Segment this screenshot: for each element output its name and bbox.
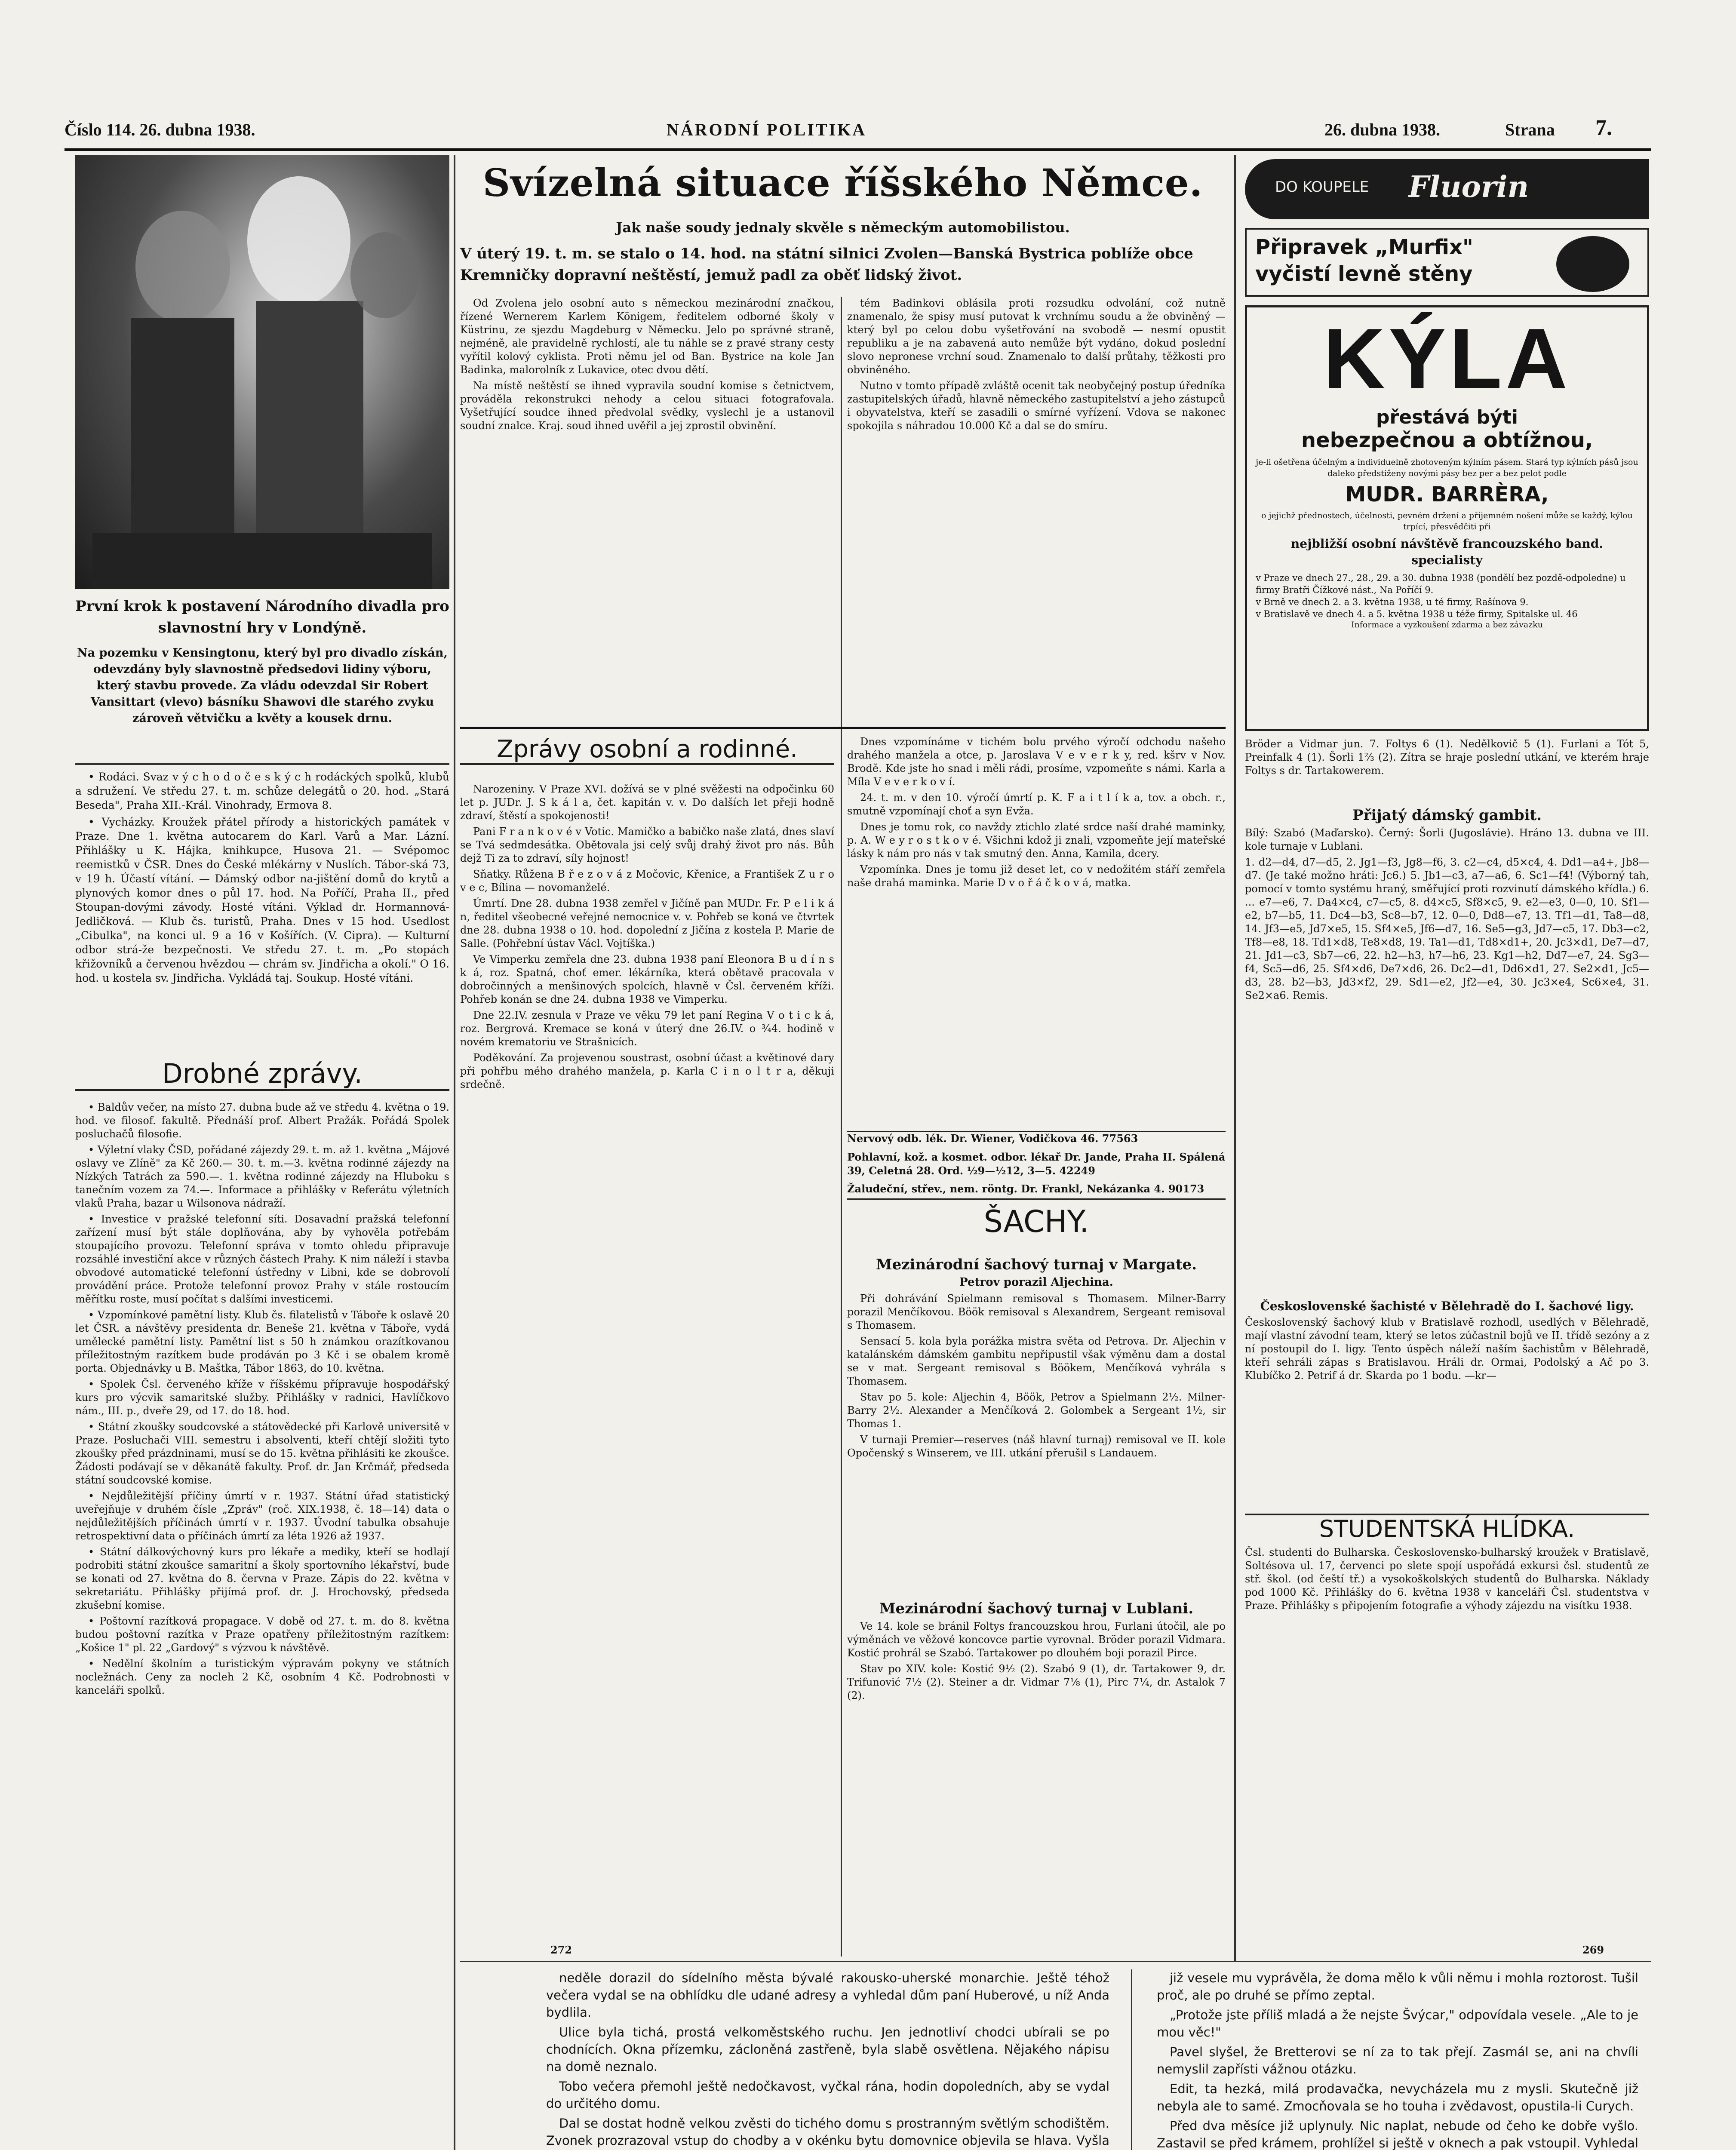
lublani-text <box>847 1620 1226 1702</box>
left-rule-1 <box>75 763 449 765</box>
brno-line: v Brně ve dnech 2. a 3. května 1938, u té firmy, Rašínova 9. <box>1256 597 1529 607</box>
zpravy-item: Sňatky. Růžena B ř e z o v á z Močovic, Křenice, a František Z u r o v e c, Bílina — novomanželé. <box>460 868 834 894</box>
ad-dermatologist: Pohlavní, kož. a kosmet. odbor. lékař Dr. Jande, Praha II. Spálená 39, Celetná 28. Ord. ½9—½12, 3—5. 42249 <box>847 1151 1226 1177</box>
margate-title: Mezinárodní šachový turnaj v Margate. <box>876 1256 1197 1273</box>
article-paragraph: tém Badinkovi oblásila proti rozsudku odvolání, což nutně znamenalo, že spisy musí putovat k vrchnímu soudu a že obviněný — který byl po celou dobu vyšetřování na svobodě — nesmí opustit republiku a je na zabavená auto nemůže být vydáno, dokud poslední slovo nepronese vrchní soud. Znamenalo to další průtahy, těžkosti pro obviněného. <box>847 297 1226 376</box>
praha-line: v Praze ve dnech 27., 28., 29. a 30. dubna 1938 (pondělí bez pozdě-odpoledne) u firmy Bratři Čížkové nást., Na Poříčí 9. <box>1256 573 1626 595</box>
issue-number: Číslo 114. 26. dubna 1938. <box>65 120 255 139</box>
masthead: NÁRODNÍ POLITIKA <box>667 120 867 139</box>
news-item: • Nejdůležitější příčiny úmrtí v r. 1937. Státní úřad statistický uveřejňuje v druhém čísle „Zpráv" (roč. XIX.1938, č. 18—14) data o nejdůležitějších příčinách úmrtí v r. 1937. Úvodní tabulka obsahuje retrospektivní data o příčinách úmrtí za léta 1926 až 1937. <box>75 1490 449 1542</box>
zpravy-item: Dne 22.IV. zesnula v Praze ve věku 79 let paní Regina V o t i c k á, roz. Bergrová. Kremace se koná v úterý dne 26.IV. o ¾4. hodině v novém krematoriu ve Strašnicích. <box>460 1009 834 1048</box>
gambit-moves: 1. d2—d4, d7—d5, 2. Jg1—f3, Jg8—f6, 3. c2—c4, d5×c4, 4. Dd1—a4+, Jb8—d7. (Je také možno hráti: Jc6.) 5. Jb1—c3, a7—a6, 6. Sc1—f4! (Výborný tah, pomocí v tomto systému hraný, směřující proti rozvinutí dámského křídla.) 6. ... e7—e6, 7. Da4×c4, c7—c5, 8. d4×c5, Sf8×c5, 9. e2—e3, 0—0, 10. Sf1—e2, b7—b5, 11. Dc4—b3, Sc8—b7, 12. 0—0, Dd8—e7, 13. Tf1—d1, Ta8—d8, 14. Jf3—e5, Jd7×e5, 15. Sf4×e5, Jf6—d7, 16. Se5—g3, Jd7—c5, 17. Db3—c2, Tf8—e8, 18. Td1×d8, Te8×d8, 19. Ta1—d1, Td8×d1+, 20. Jc3×d1, De7—d7, 21. Jd1—c3, Sb7—c6, 22. h2—h3, h7—h6, 23. Kg1—h2, Dd7—e7, 24. Sg3—f4, Sc5—d6, 25. Sf4×d6, De7×d6, 26. Dc2—d1, Dd6×d1, 27. Se2×d1, Jc5—d3, 28. b2—b3, Jd3×f2, 29. Sd1—e2, Jf2—e4, 30. Jc3×e4, Sc6×e4, 31. Se2×a6. Remis. <box>1245 856 1649 1001</box>
drobne-news <box>75 1101 449 2146</box>
novel-paragraph: Před dva měsíce již uplynuly. Nic naplat, nebude od čeho ke dobře vyšlo. Zastavil se před krámem, prohlížel si ještě v oknech a pak vstoupil. Vyhledal <box>1157 2119 1638 2150</box>
ad-neurologist: Nervový odb. lék. Dr. Wiener, Vodičkova 46. 77563 <box>847 1131 1226 1148</box>
margate-text <box>847 1292 1226 1460</box>
specialist-line: nejbližší osobní návštěvě francouzského band. specialisty <box>1290 537 1604 567</box>
novel-paragraph: Ulice byla tichá, prostá velkoměstského ruchu. Jen jednotliví chodci ubírali se po chodnících. Okna přízemku, zácloněná zastřeně, byla slabě osvětlena. Nějakého nápisu na domě neznalo. <box>546 2025 1109 2074</box>
chess-paragraph: Při dohrávání Spielmann remisoval s Thomasem. Milner-Barry porazil Menčíkovou. Böök remisoval s Alexandrem, Sergeant remisoval s Thomasem. <box>847 1293 1226 1331</box>
novel-top-rule <box>460 1961 1651 1962</box>
fluorin-brand: Fluorin <box>1408 170 1529 204</box>
column-divider-2 <box>841 735 842 1956</box>
news-item: • Investice v pražské telefonní síti. Dosavadní pražská telefonní zařízení musí být stále doplňována, aby by vyhověla potřebám stoupajícího provozu. Telefonní správa v tomto ohledu připravuje rozsáhlé investiční akce v různých částech Prahy. K nim náleží i stavba obvodové automatické telefonní ústředny v Libni, kde se dobrovolí provádění práce. Protože telefonní provoz Prahy v stále rostoucím měřítku roste, musí počítat s dalšími investicemi. <box>75 1213 449 1305</box>
barrere-name: MUDR. BARRÈRA, <box>1345 482 1549 507</box>
gambit-section <box>1245 804 1649 1294</box>
ad-gastro: Žaludeční, střev., nem. röntg. Dr. Frankl, Nekázanka 4. 90173 <box>847 1182 1226 1200</box>
novel-paragraph: Dal se dostat hodně velkou zvěsti do tichého domu s prostranným světlým schodištěm. Zvonek prozrazoval vstup do chodby a v okénku bytu domovnice objevila se hlava. Vyšla <box>546 2116 1109 2148</box>
novel-paragraph: Edit, ta hezká, milá prodavačka, nevycházela mu z mysli. Skutečně již nebyla ale to samé. Zmocňovala se ho touha i zvědavost, opustila-li Curych. <box>1157 2082 1638 2113</box>
notice-paragraph: • Vycházky. Kroužek přátel přírody a historických památek v Praze. Dne 1. května autocarem do Karl. Varů a Mar. Lázní. Přihlášky u K. Hájka, knihkupce, Husova 21. — Svépomoc reemistků v ČSR. Dnes do České mlékárny v Nuslích. Tábor-ská 73, v 19 h. Účastí vítání. — Dámský odbor na-jištění domů do krytů a plynových komor dnes o půl 17. hod. Na Poříčí, Praha II., před Stoupan-dovými závody. Hosté vítáni. Výklad dr. Hormannová-Jedličková. — Klub čs. turistů, Praha. Dnes v 15 hod. Usedlost „Cibulka", na konci ul. 9 a 16 v Košířích. (V. Cipra). — Kulturní odbor strá-že bezpečnosti. Ve středu 27. t. m. „Po stopách křižovníků a červenou hvězdou — chrám sv. Jindřicha a okolí." O 16. hod. u kostela sv. Jindřicha. Vykládá taj. Soukup. Hosté vítáni. <box>75 816 449 984</box>
novel-paragraph: „Protože jste příliš mladá a že nejste Švýcar," odpovídala vesele. „Ale to je mou věc!" <box>1157 2008 1638 2039</box>
gambit-title: Přijatý dámský gambit. <box>1352 807 1542 824</box>
hlidka-title: STUDENTSKÁ HLÍDKA. <box>1245 1514 1649 1542</box>
news-item: • Poštovní razítková propagace. V době od 27. t. m. do 8. května budou poštovní razítka v Praze opatřeny příležitostným razítkem: „Košice 1" pl. 22 „Gardový" s výzvou k návštěvě. <box>75 1615 449 1654</box>
photo-figures-illustration <box>75 155 449 589</box>
photo-caption-text: Na pozemku v Kensingtonu, který byl pro divadlo získán, odevzdány byly slavnostně předsedovi lidiny výboru, který stavbu provede. Za vládu odevzdal Sir Robert Vansittart (vlevo) básníku Shawovi dle starého zvyku zároveň větvičku a květy a kousek drnu. <box>77 646 448 725</box>
zpravy-item: Poděkování. Za projevenou soustrast, osobní účast a květinové dary při pohřbu mého drahého manžela, p. Karla C i n o l t r a, děkuji srdečně. <box>460 1052 834 1090</box>
column-divider-3 <box>1234 155 1236 1961</box>
page-label: Strana <box>1505 120 1555 139</box>
lublani-title: Mezinárodní šachový turnaj v Lublani. <box>879 1600 1194 1617</box>
kyla-sub1: přestává býti <box>1376 406 1518 428</box>
drobne-heading <box>75 1058 449 1096</box>
news-item: • Státní zkoušky soudcovské a státovědecké při Karlově universitě v Praze. Posluchači VIII. semestru i absolventi, kteří chtějí složiti tyto zkoušky před prázdninami, musí se do 15. května přihlásiti ke zkoušce. Žádosti podávají se v děkanátě fakulty. Prof. dr. Jan Krčmář, předseda státní soudcovské komise. <box>75 1421 449 1486</box>
ad-kyla <box>1245 305 1649 731</box>
header-rule <box>65 148 1651 151</box>
news-item: • Vzpomínkové pamětní listy. Klub čs. filatelistů v Táboře k oslavě 20 let ČSR. a návštěvy presidenta dr. Beneše 21. května v Táboře, vydá umělecké pamětní listy. Pamětní list s 50 h známkou orazítkovanou příležitostným razítkem bude prodáván po 3 Kč i se obalem kromě porta. Objednávky u B. Maštka, Tábor 1863, do 10. května. <box>75 1309 449 1374</box>
zpravy-item: Úmrtí. Dne 28. dubna 1938 zemřel v Jičíně pan MUDr. Fr. P e l i k á n, ředitel všeobecné veřejné nemocnice v. v. Pohřeb se koná ve čtvrtek dne 28. dubna 1938 o 10. hod. dopolední z Jičína z kostela P. Marie de Salle. (Pohřební ústav Václ. Vojtíška.) <box>460 897 834 949</box>
date-right: 26. dubna 1938. <box>1324 120 1440 139</box>
chess-paragraph: Stav po XIV. kole: Kostić 9½ (2). Szabó 9 (1), dr. Tartakower 9, dr. Trifunović 7½ (2). Steiner a dr. Vidmar 7⅛ (1), Pirc 7¼, dr. Astalok 7 (2). <box>847 1663 1226 1702</box>
murfix-logo-icon <box>1556 236 1629 292</box>
article-paragraph: Od Zvolena jelo osobní auto s německou mezinárodní značkou, řízené Wernerem Karlem Königem, ředitelem odborné školy v Küstrinu, ze sjezdu Magdeburg v Německu. Jelo po správné straně, nejméně, ale pravidelně rychlostí, ale tu náhle se z pravé strany cesty vyřítil kolový cyklista. Proti němu jel od Ban. Bystrice na kole Jan Badinka, malorolník z Lukavice, otec dvou dětí. <box>460 297 834 376</box>
main-article-title: Svízelná situace říšského Němce. <box>482 160 1203 205</box>
main-article-subtitle: Jak naše soudy jednaly skvěle s německým automobilistou. <box>616 219 1070 236</box>
novel-page-left: 272 <box>550 1944 572 1956</box>
article-paragraph: Na místě neštěstí se ihned vypravila soudní komise s četnictvem, prováděla rekonstrukci nehody a celou situaci fotografovala. Vyšetřující soudce ihned předvolal svědky, vyslechl je a ustanovil soudní znalce. Kraj. soud ihned uvěřil a jej zprostil obvinění. <box>460 380 834 432</box>
drobne-title: Drobné zprávy. <box>75 1058 449 1091</box>
zpravy-heading <box>460 735 834 778</box>
chess-paragraph: Stav po 5. kole: Aljechin 4, Böök, Petrov a Spielmann 2½. Milner-Barry 2½. Alexander a Menčíková 2. Golombek a Sergeant 1½, sir Thomas 1. <box>847 1391 1226 1430</box>
news-photo <box>75 155 449 589</box>
zpravy-item: Dnes vzpomínáme v tichém bolu prvého výročí odchodu našeho drahého manžela a otce, p. Jaroslava V e v e r k y, red. kšrv v Nov. Brodě. Kde jste ho snad i měli rádi, prosíme, vzpomeňte s námi. Karla a Míla V e v e r k o v í. <box>847 736 1226 788</box>
news-item: • Státní dálkovýchovný kurs pro lékaře a mediky, kteří se hodlají podrobiti státní zkoušce samaritní a školy sportovního lékařství, bude se konati od 27. května do 8. června v Praze. Zápis do 22. května v sekretariátu. Přihlášky přijímá prof. dr. J. Hrochovský, předseda zkušební komise. <box>75 1546 449 1611</box>
zpravy-item: Narozeniny. V Praze XVI. dožívá se v plné svěžesti na odpočinku 60 let p. JUDr. J. S k á l a, čet. kapitán v. v. Do dalších let přeji hodně zdraví, štěstí a spokojenosti! <box>460 783 834 822</box>
news-item: • Výletní vlaky ČSD, pořádané zájezdy 29. t. m. až 1. května „Májové oslavy ve Zlíně" za Kč 260.— 30. t. m.—3. května rodinné zájezdy na Nízkých Tatrách za 590.—. 1. května rodinné zájezdy na Hluboku s tanečním vozem za 74.—. Informace a přihlášky v Referátu výletních vlaků Praha, bazar u Wilsonova nádraží. <box>75 1144 449 1209</box>
sachy-heading <box>847 1204 1226 1251</box>
zpravy-item: Dnes je tomu rok, co navždy ztichlo zlaté srdce naší drahé maminky, p. A. W e y r o s t k o v é. Všichni kdož ji znali, vzpomeňte její mateřské lásky k nám pro nás v tak smutný den. Anna, Kamila, dcery. <box>847 821 1226 860</box>
photo-caption-title: První krok k postavení Národního divadla pro slavnostní hry v Londýně. <box>75 598 449 636</box>
sachy-title: ŠACHY. <box>983 1204 1089 1239</box>
sachy-margate <box>847 1253 1226 1597</box>
zpravy-col2 <box>847 735 1226 1127</box>
cesko-section <box>1245 1296 1649 1511</box>
novel-paragraph: neděle dorazil do sídelního města bývalé rakousko-uherské monarchie. Ještě téhož večera vydal se na obhlídku dle udané adresy a vyhledal dům paní Huberové, u níž Anda bydlila. <box>546 1971 1109 2020</box>
murfix-text: Připravek „Murfix" vyčistí levně stěny <box>1255 235 1473 286</box>
hlidka-section <box>1245 1514 1649 1720</box>
news-item: • Baldův večer, na místo 27. dubna bude až ve středu 4. května o 19. hod. ve filosof. fakultě. Přednáší prof. Albert Pražák. Pořádá Spolek posluchačů filosofie. <box>75 1101 449 1140</box>
novel-divider <box>1131 1969 1132 2150</box>
column-divider-1 <box>454 155 455 2150</box>
bratislava-line: v Bratislavě ve dnech 4. a 5. května 1938 u téže firmy, Spitalske ul. 46 <box>1256 609 1578 619</box>
chess-paragraph: Ve 14. kole se bránil Foltys francouzskou hrou, Furlani útočil, ale po výměnách ve věžové koncovce partie vyrovnal. Bröder porazil Vidmara. Kostić prohrál se Szabó. Tartakower po dlouhém boji porazil Pirce. <box>847 1620 1226 1659</box>
fluorin-prefix: DO KOUPELE <box>1275 178 1369 196</box>
main-article-lead: V úterý 19. t. m. se stalo o 14. hod. na státní silnici Zvolen—Banská Bystrica poblíže obce Kremničky dopravní neštěstí, jemuž padl za oběť lidský život. <box>460 245 1193 284</box>
page-number: 7. <box>1595 116 1612 140</box>
barrere-small: o jejichž přednostech, účelnosti, pevném držení a příjemném nošení může se každý, kýlou trpící, přesvědčiti při <box>1261 511 1633 531</box>
novel-col1 <box>546 1969 1109 2150</box>
right-col-chess-standings: Bröder a Vidmar jun. 7. Foltys 6 (1). Nedělkovič 5 (1). Furlani a Tót 5, Preinfalk 4 (1). Šorli 1⅔ (2). Zítra se hraje poslední utkání, ve kterém hraje Foltys s dr. Tartakowerem. <box>1245 738 1649 777</box>
chess-paragraph: Sensací 5. kola byla porážka mistra světa od Petrova. Dr. Aljechin v katalánském dámském gambitu nepřipustil však výměnu dam a dostal se v mat. Sergeant remisoval s Böökem, Menčíková vyhrála s Thomasem. <box>847 1335 1226 1387</box>
article-bottom-rule <box>460 727 1226 729</box>
novel-paragraph: již vesele mu vyprávěla, že doma mělo k vůli němu i mohla roztorost. Tušil proč, ale po druhé se přímo zeptal. <box>1157 1971 1638 2003</box>
cesko-text: Československý šachový klub v Bratislavě rozhodl, usedlých v Bělehradě, mají vlastní závodní team, který se letos zúčastnil bojů ve II. třídě sezóny a z ní postoupil do I. ligy. Tento úspěch náleží naším šachistům v Bělehradě, kteří sehráli zápas s Bratislavou. Hráli dr. Ormai, Podolský a Ač po 3. Klubíčko 2. Petrif á dr. Skarda po 1 bodu. —kr— <box>1245 1316 1649 1382</box>
news-item: • Nedělní školním a turistickým výpravám pokyny ve státních nocležnách. Ceny za nocleh 2 Kč, osobním 4 Kč. Podrobnosti v kanceláři spolků. <box>75 1658 449 1696</box>
article-paragraph: Nutno v tomto případě zvláště ocenit tak neobyčejný postup úředníka zastupitelských úřadů, hlavně německého zastupitelství a jeho zástupců i obyvatelstva, kteří se zasadili o smírné vyřízení. Vdova se nakonec spokojila s náhradou 10.000 Kč a dal se do smíru. <box>847 380 1226 432</box>
ad-fluorin <box>1245 159 1649 219</box>
cesko-title: Československé šachisté v Bělehradě do I. šachové ligy. <box>1260 1299 1634 1313</box>
zpravy-title: Zprávy osobní a rodinné. <box>460 735 834 765</box>
novel-page-right: 269 <box>1582 1944 1604 1956</box>
hlidka-text: Čsl. studenti do Bulharska. Československo-bulharský kroužek v Bratislavě, Soltésova ul. 17, červenci po slete spojí uspořádá exkursi čsl. studentů ze stř. škol. (od čeští tř.) a vysokoškolských studentů do Bulharska. Náklady pod 1000 Kč. Přihlášky do 6. května 1938 v kanceláři Čsl. studentstva v Praze. Přihlášky s připojením fotografie a výhody zájezdu na visítku 1938. <box>1245 1546 1649 1612</box>
zpravy-item: Ve Vimperku zemřela dne 23. dubna 1938 paní Eleonora B u d í n s k á, roz. Spatná, choť emer. lékárníka, která obětavě pracovala v dobročinných a menšinových spolcích, hlavně v Čsl. červeném kříži. Pohřeb konán se dne 24. dubna 1938 ve Vimperku. <box>460 953 834 1005</box>
left-column-notices <box>75 770 449 1054</box>
zpravy-item: Vzpomínka. Dnes je tomu již deset let, co v nedožitém stáří zemřela naše drahá maminka. Marie D v o ř á č k o v á, matka. <box>847 863 1226 889</box>
novel-paragraph: Tobo večera přemohl ještě nedočkavost, vyčkal rána, hodin dopoledních, aby se vydal do určitého domu. <box>546 2079 1109 2111</box>
gambit-players: Bílý: Szabó (Maďarsko). Černý: Šorli (Jugoslávie). Hráno 13. dubna ve III. kole turnaje v Lublani. <box>1245 827 1649 852</box>
novel-col2 <box>1157 1969 1638 2150</box>
margate-subtitle: Petrov porazil Aljechina. <box>959 1276 1113 1289</box>
zpravy-item: Pani F r a n k o v é v Votic. Mamičko a babičko naše zlatá, dnes slaví se Tvá sedmdesátka. Obětovala jsi celý svůj drahý život pro nás. Bůh dejž Ti za to zdraví, síly hojnost! <box>460 826 834 864</box>
ad-murfix <box>1245 228 1649 297</box>
notice-paragraph: • Rodáci. Svaz v ý c h o d o č e s k ý c h rodáckých spolků, klubů a sdružení. Ve středu 27. t. m. schůze delegátů o 20. hod. „Stará Beseda", Praha XII.-Král. Vinohrady, Ermova 8. <box>75 771 449 811</box>
sachy-lublani <box>847 1597 1226 1834</box>
kyla-title: KÝLA <box>1323 311 1571 407</box>
novel-paragraph: Pavel slyšel, že Bretterovi se ní za to tak přejí. Zasmál se, ani na chvíli nemyslil zapřísti vážnou otázku. <box>1157 2045 1638 2076</box>
news-item: • Spolek Čsl. červeného kříže v říšskému přípravuje hospodářský kurs pro výcvik samaritské služby. Přihlášky v radnici, Havlíčkovo nám., III. p., dveře 29, od 17. do 18. hod. <box>75 1378 449 1417</box>
zpravy-col1 <box>460 783 834 1956</box>
kyla-small: je-li ošetřena účelným a individuelně zhotoveným kýlním pásem. Stará typ kýlních pásů jsou daleko předstiženy novými pásy bez per a bez pelot podle <box>1256 458 1638 478</box>
kyla-sub2: nebezpečnou a obtížnou, <box>1301 428 1593 452</box>
chess-paragraph: V turnaji Premier—reserves (náš hlavní turnaj) remisoval ve II. kole Opočenský s Winserem, ve III. utkání přerušil s Landauem. <box>847 1434 1226 1459</box>
info-line: Informace a vyzkoušení zdarma a bez závazku <box>1351 620 1543 630</box>
zpravy-item: 24. t. m. v den 10. výročí úmrtí p. K. F a i t l í k a, tov. a obch. r., smutně vzpomínají choť a syn Evža. <box>847 792 1226 817</box>
